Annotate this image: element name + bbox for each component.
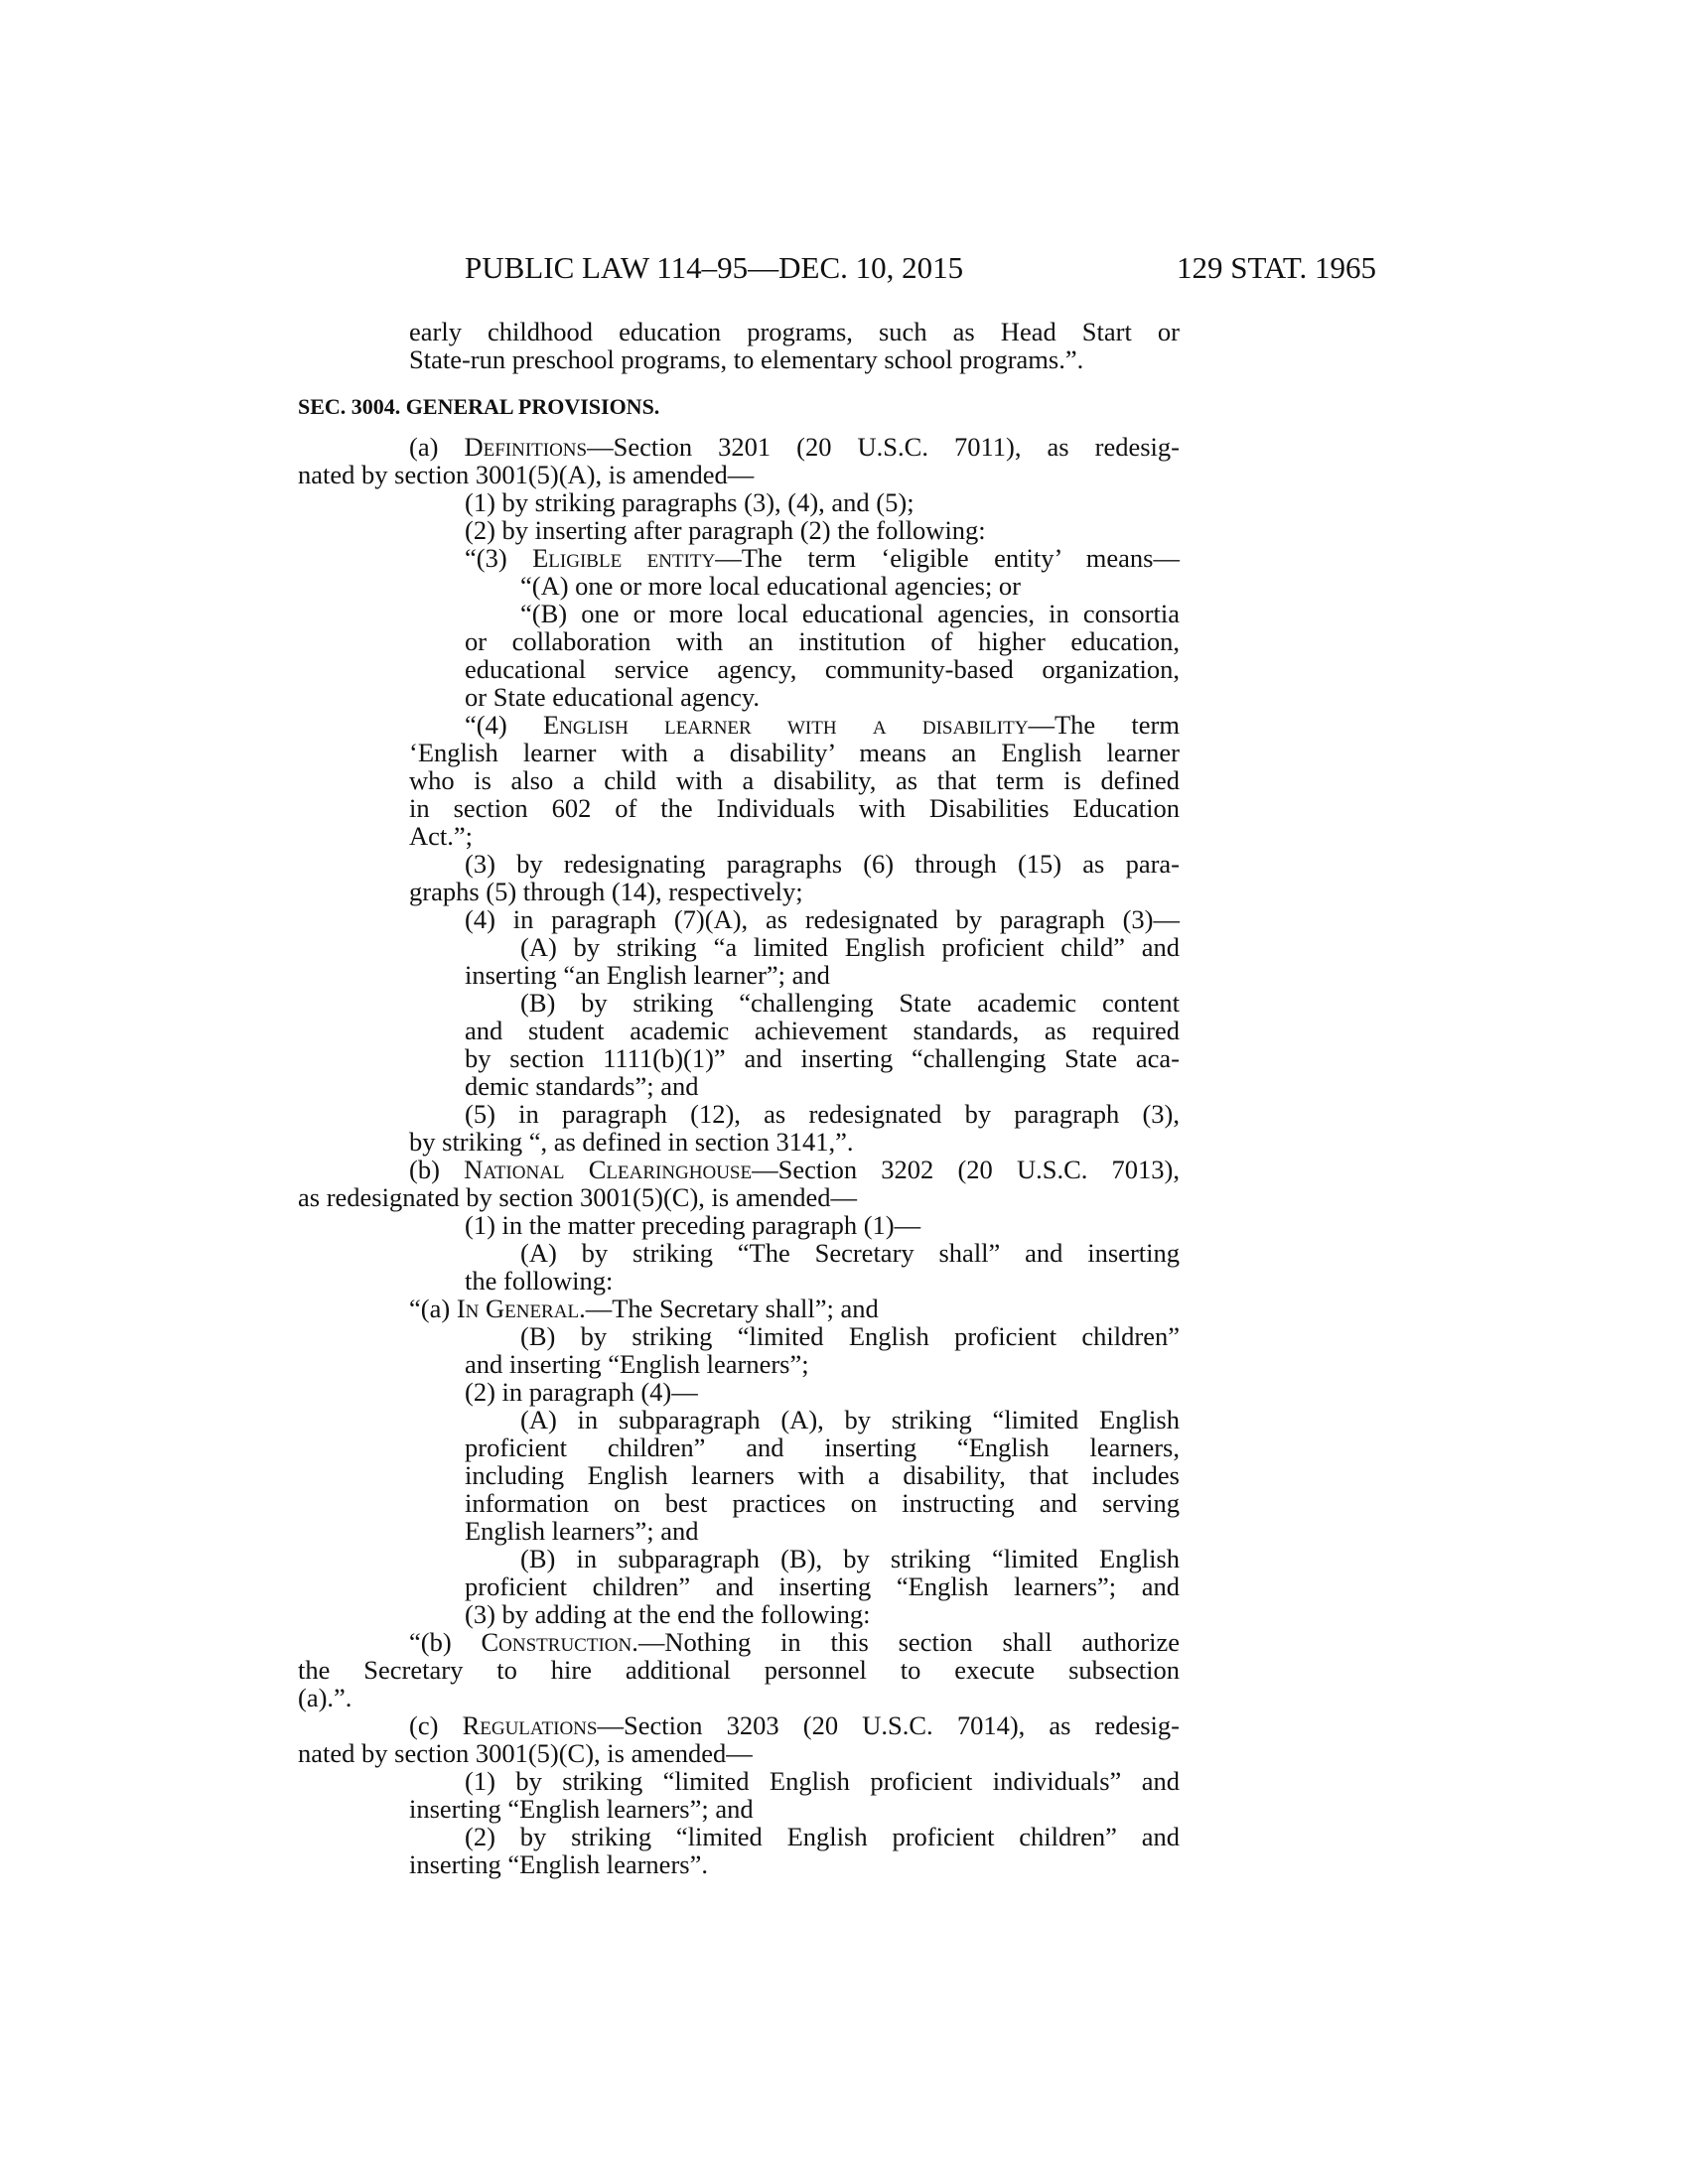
text-line: by striking “, as defined in section 3141,”. — [409, 1127, 854, 1157]
text-line: in section 602 of the Individuals with Disabilities Education — [409, 793, 1180, 823]
paragraph-english-learner-with-disability: “(4) English learner with a disability—The term — [465, 710, 1180, 740]
text-line: and student academic achievement standards, as required — [465, 1016, 1180, 1045]
subsection-c-regulations: (c) Regulations—Section 3203 (20 U.S.C. 7014), as redesig- — [409, 1710, 1180, 1740]
text-line: (B) in subparagraph (B), by striking “limited English — [520, 1544, 1180, 1573]
text-line: “(A) one or more local educational agencies; or — [520, 571, 1022, 601]
text-line: (B) by striking “challenging State academic content — [520, 988, 1180, 1018]
text-line: (A) in subparagraph (A), by striking “limited English — [520, 1405, 1180, 1434]
text-line: proficient children” and inserting “English learners”; and — [465, 1571, 1180, 1601]
text-line: (2) by striking “limited English proficient children” and — [465, 1822, 1180, 1851]
text-line: inserting “English learners”; and — [409, 1794, 754, 1824]
text-line: nated by section 3001(5)(C), is amended— — [298, 1738, 753, 1768]
text-line: or State educational agency. — [465, 682, 761, 712]
text-line: educational service agency, community-based organization, — [465, 654, 1180, 684]
text-line: (1) by striking paragraphs (3), (4), and (5); — [465, 487, 914, 517]
text-line: the following: — [465, 1266, 614, 1296]
section-heading: SEC. 3004. GENERAL PROVISIONS. — [298, 394, 660, 419]
inserted-in-general: “(a) In General.—The Secretary shall”; and — [409, 1294, 879, 1323]
text-line: as redesignated by section 3001(5)(C), is amended— — [298, 1182, 857, 1212]
text-line: or collaboration with an institution of higher education, — [465, 626, 1180, 656]
text-line: “(B) one or more local educational agencies, in consortia — [520, 599, 1180, 628]
text-line: proficient children” and inserting “English learners, — [465, 1433, 1180, 1462]
text-line: inserting “an English learner”; and — [465, 960, 830, 990]
text-line: English learners”; and — [465, 1516, 699, 1546]
text-line: early childhood education programs, such as Head Start or — [409, 317, 1180, 346]
text-line: ‘English learner with a disability’ means an English learner — [409, 738, 1180, 767]
inserted-construction: “(b) Construction.—Nothing in this section shall authorize — [409, 1627, 1180, 1657]
text-line: the Secretary to hire additional personnel to execute subsection — [298, 1655, 1180, 1685]
text-line: information on best practices on instructing and serving — [465, 1488, 1180, 1518]
page-header — [298, 248, 1376, 288]
text-line: (5) in paragraph (12), as redesignated by paragraph (3), — [465, 1099, 1180, 1129]
subsection-a-definitions: (a) Definitions—Section 3201 (20 U.S.C. 7011), as redesig- — [409, 432, 1180, 462]
paragraph-eligible-entity: “(3) Eligible entity—The term ‘eligible entity’ means— — [465, 543, 1180, 573]
text-line: nated by section 3001(5)(A), is amended— — [298, 460, 755, 489]
text-line: Act.”; — [409, 821, 474, 851]
subsection-b-national-clearinghouse: (b) National Clearinghouse—Section 3202 (20 U.S.C. 7013), — [409, 1155, 1181, 1184]
text-line: including English learners with a disability, that includes — [465, 1460, 1180, 1490]
text-line: (3) by adding at the end the following: — [465, 1599, 871, 1629]
text-line: (3) by redesignating paragraphs (6) through (15) as para- — [465, 849, 1180, 879]
text-line: graphs (5) through (14), respectively; — [409, 877, 803, 906]
text-line: who is also a child with a disability, as that term is defined — [409, 765, 1180, 795]
text-line: (1) in the matter preceding paragraph (1)— — [465, 1210, 921, 1240]
text-line: (A) by striking “The Secretary shall” and inserting — [520, 1238, 1180, 1268]
text-line: (2) by inserting after paragraph (2) the following: — [465, 515, 986, 545]
statute-page-number: 129 STAT. 1965 — [1176, 250, 1376, 285]
text-line: inserting “English learners”. — [409, 1849, 708, 1879]
text-line: (B) by striking “limited English proficient children” — [520, 1321, 1180, 1351]
text-line: State-run preschool programs, to elementary school programs.”. — [409, 344, 1084, 374]
text-line: (1) by striking “limited English proficient individuals” and — [465, 1766, 1180, 1796]
text-line: (2) in paragraph (4)— — [465, 1377, 698, 1407]
text-line: by section 1111(b)(1)” and inserting “challenging State aca- — [465, 1043, 1180, 1073]
text-line: and inserting “English learners”; — [465, 1349, 809, 1379]
text-line: (a).”. — [298, 1683, 352, 1712]
text-line: demic standards”; and — [465, 1071, 699, 1101]
text-line: (4) in paragraph (7)(A), as redesignated by paragraph (3)— — [465, 904, 1180, 934]
document-body — [298, 318, 1180, 1878]
public-law-title: PUBLIC LAW 114–95—DEC. 10, 2015 — [465, 250, 964, 285]
text-line: (A) by striking “a limited English proficient child” and — [520, 932, 1180, 962]
